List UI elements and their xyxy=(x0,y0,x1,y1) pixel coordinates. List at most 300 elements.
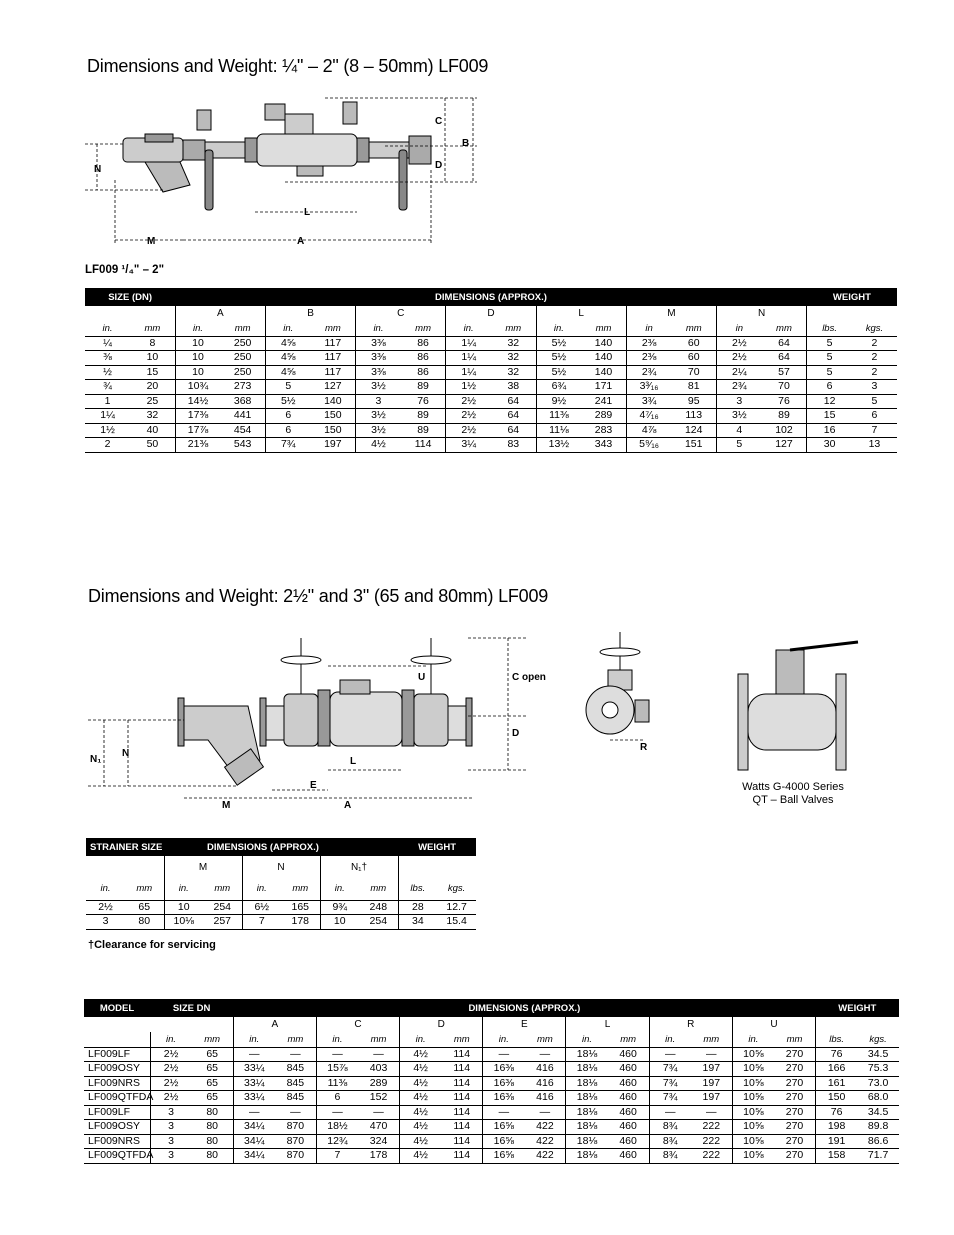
table-cell: 102 xyxy=(762,423,807,438)
table-cell: 80 xyxy=(125,915,164,930)
table-cell: 80 xyxy=(192,1105,234,1120)
table-cell: 441 xyxy=(220,409,265,424)
table-cell: 7¾ xyxy=(649,1091,691,1106)
table-cell: 254 xyxy=(203,900,242,915)
table-cell: 416 xyxy=(524,1091,566,1106)
table-cell: 33¼ xyxy=(233,1076,275,1091)
table-cell: 16⅝ xyxy=(483,1120,525,1135)
table-cell: 73.0 xyxy=(857,1076,899,1091)
table-cell: 3 xyxy=(150,1120,192,1135)
table-cell: 9¾ xyxy=(320,900,359,915)
table-cell: 4½ xyxy=(356,438,401,453)
unit-label: in. xyxy=(320,878,359,900)
table-row xyxy=(85,365,897,380)
dim-label-b: B xyxy=(462,138,470,149)
table-cell: 7 xyxy=(242,915,281,930)
table-cell: 343 xyxy=(581,438,626,453)
section2-title: Dimensions and Weight: 2½" and 3" (65 and 80mm) LF009 xyxy=(88,586,549,606)
table-cell: 3¼ xyxy=(446,438,491,453)
table-row xyxy=(86,900,476,915)
table-cell: 2⅜ xyxy=(626,336,671,351)
unit-label: mm xyxy=(671,321,716,336)
table-cell: 15⅞ xyxy=(316,1062,358,1077)
unit-label: in. xyxy=(85,321,130,336)
table-row xyxy=(84,1149,899,1164)
table-cell: 470 xyxy=(358,1120,400,1135)
table-cell: 3⅜ xyxy=(356,351,401,366)
ball-valve-caption-line-1: Watts G-4000 Series xyxy=(742,781,844,793)
dim-label-m: M xyxy=(147,236,156,247)
table-cell: 191 xyxy=(816,1134,858,1149)
table-cell: 283 xyxy=(581,423,626,438)
table-cell: 80 xyxy=(192,1120,234,1135)
dim-label-r: R xyxy=(640,742,648,753)
table-cell: 10⅝ xyxy=(732,1105,774,1120)
table-cell: LF009NRS xyxy=(84,1076,150,1091)
table-cell: 3½ xyxy=(356,423,401,438)
strainer-body xyxy=(123,134,190,192)
table-cell: 114 xyxy=(441,1134,483,1149)
table-cell: 2½ xyxy=(717,351,762,366)
unit-label: in. xyxy=(175,321,220,336)
table-cell: 114 xyxy=(441,1076,483,1091)
group-label: A xyxy=(175,306,265,321)
table-cell: 416 xyxy=(524,1062,566,1077)
table-cell: 422 xyxy=(524,1149,566,1164)
table-cell: 171 xyxy=(581,380,626,395)
table-cell: 222 xyxy=(691,1149,733,1164)
group-label: D xyxy=(446,306,536,321)
table-cell: 68.0 xyxy=(857,1091,899,1106)
table-cell: 5 xyxy=(807,351,852,366)
table-cell: 273 xyxy=(220,380,265,395)
end-view-drawing xyxy=(580,630,680,770)
header-dimensions: DIMENSIONS (APPROX.) xyxy=(175,288,807,306)
unit-label: mm xyxy=(491,321,536,336)
unit-label: in. xyxy=(483,1032,525,1047)
unit-label: lbs. xyxy=(807,321,852,336)
dim-label-a: A xyxy=(297,236,305,247)
table-cell: 6½ xyxy=(242,900,281,915)
dim-label-e: E xyxy=(310,780,317,791)
table-row xyxy=(85,423,897,438)
table-cell: 178 xyxy=(281,915,320,930)
table-cell: — xyxy=(358,1047,400,1062)
table-cell: 2¼ xyxy=(717,365,762,380)
table-cell: 64 xyxy=(491,423,536,438)
table-cell: 4⅝ xyxy=(265,365,310,380)
table-cell: 10 xyxy=(175,351,220,366)
table-cell: 64 xyxy=(762,351,807,366)
table-cell: 18⅛ xyxy=(566,1120,608,1135)
unit-label: mm xyxy=(401,321,446,336)
table-cell: 2½ xyxy=(446,423,491,438)
table-cell: 16⅝ xyxy=(483,1134,525,1149)
table-cell: 161 xyxy=(816,1076,858,1091)
table-cell: 65 xyxy=(125,900,164,915)
table-cell: 114 xyxy=(441,1062,483,1077)
table-cell: 140 xyxy=(581,365,626,380)
table-cell: LF009OSY xyxy=(84,1120,150,1135)
table-cell: 14½ xyxy=(175,394,220,409)
unit-label: mm xyxy=(774,1032,816,1047)
header-model: MODEL xyxy=(84,999,150,1017)
unit-label: mm xyxy=(125,878,164,900)
table-cell: 2½ xyxy=(150,1062,192,1077)
table-cell: 76 xyxy=(401,394,446,409)
table-cell: — xyxy=(524,1047,566,1062)
table-cell: 6¾ xyxy=(536,380,581,395)
table-cell: 50 xyxy=(130,438,175,453)
table-cell: 257 xyxy=(203,915,242,930)
group-label: C xyxy=(356,306,446,321)
table-cell: 70 xyxy=(671,365,716,380)
table-cell: 4½ xyxy=(400,1062,442,1077)
table-cell: 4 xyxy=(717,423,762,438)
table-cell: 9½ xyxy=(536,394,581,409)
table-cell: 16⅜ xyxy=(483,1062,525,1077)
table-cell: 2 xyxy=(852,336,897,351)
table-cell: 11⅛ xyxy=(536,423,581,438)
table-cell: 20 xyxy=(130,380,175,395)
table-cell: 178 xyxy=(358,1149,400,1164)
table-cell: 114 xyxy=(441,1047,483,1062)
table-cell: 3½ xyxy=(356,380,401,395)
table-cell: 1¼ xyxy=(446,336,491,351)
table-cell: 3 xyxy=(852,380,897,395)
table-cell: 6 xyxy=(807,380,852,395)
table-cell: 7¾ xyxy=(649,1076,691,1091)
table-cell: 2½ xyxy=(86,900,125,915)
table-row xyxy=(84,1134,899,1149)
table-cell: 152 xyxy=(358,1091,400,1106)
table-cell: 4½ xyxy=(400,1076,442,1091)
table-row xyxy=(85,351,897,366)
table-cell: 270 xyxy=(774,1105,816,1120)
unit-label: mm xyxy=(311,321,356,336)
dim-label-d: D xyxy=(512,728,520,739)
table-cell: 64 xyxy=(762,336,807,351)
table-cell: 114 xyxy=(441,1105,483,1120)
table-row xyxy=(84,1062,899,1077)
unit-label: kgs. xyxy=(437,878,476,900)
table-cell: 65 xyxy=(192,1091,234,1106)
lf009-small-dimensions-table xyxy=(85,288,897,453)
group-label: M xyxy=(164,856,242,878)
table-cell: 95 xyxy=(671,394,716,409)
table-cell: 86 xyxy=(401,365,446,380)
table-cell: 33¼ xyxy=(233,1091,275,1106)
table-cell: 197 xyxy=(691,1091,733,1106)
lf009-large-valve-drawing xyxy=(88,630,558,810)
table-cell: LF009LF xyxy=(84,1105,150,1120)
dim-label-m: M xyxy=(222,800,231,810)
table-cell: 32 xyxy=(130,409,175,424)
table-cell: 18⅛ xyxy=(566,1062,608,1077)
table-cell: 150 xyxy=(816,1091,858,1106)
table-cell: 1¼ xyxy=(446,351,491,366)
table-cell: 13 xyxy=(852,438,897,453)
unit-label: mm xyxy=(220,321,265,336)
table-cell: 8¾ xyxy=(649,1120,691,1135)
table-cell: 150 xyxy=(311,409,356,424)
group-label: M xyxy=(626,306,716,321)
table-header-row xyxy=(86,838,476,856)
table-cell: 845 xyxy=(275,1062,317,1077)
table-cell: 7 xyxy=(852,423,897,438)
table-cell: 60 xyxy=(671,351,716,366)
table-cell: 3½ xyxy=(356,409,401,424)
table-cell: 2¾ xyxy=(717,380,762,395)
dim-label-c-open: C open xyxy=(512,672,546,683)
table-cell: 8¾ xyxy=(649,1134,691,1149)
unit-label: in. xyxy=(233,1032,275,1047)
table-cell: 34 xyxy=(398,915,437,930)
table-header-row xyxy=(85,288,897,306)
table-cell: 2½ xyxy=(150,1047,192,1062)
table-cell: 6 xyxy=(265,409,310,424)
table-cell: LF009LF xyxy=(84,1047,150,1062)
table-cell: 222 xyxy=(691,1120,733,1135)
table-cell: 4½ xyxy=(400,1047,442,1062)
header-size-dn: SIZE DN xyxy=(150,999,233,1017)
table-cell: 454 xyxy=(220,423,265,438)
group-label: N xyxy=(717,306,807,321)
table-cell: LF009QTFDA xyxy=(84,1149,150,1164)
table-cell: 5 xyxy=(807,365,852,380)
table-cell: 71.7 xyxy=(857,1149,899,1164)
table-cell: 2½ xyxy=(150,1076,192,1091)
table-cell: — xyxy=(649,1105,691,1120)
unit-label: in. xyxy=(400,1032,442,1047)
table-cell: 114 xyxy=(441,1091,483,1106)
dim-label-n: N xyxy=(94,164,102,175)
unit-label: in. xyxy=(242,878,281,900)
table-cell: 11⅜ xyxy=(536,409,581,424)
lf009-small-valve-drawing xyxy=(85,90,485,260)
table-cell: 270 xyxy=(774,1091,816,1106)
header-size: SIZE (DN) xyxy=(85,288,175,306)
table-group-row xyxy=(85,306,897,321)
table-cell: 222 xyxy=(691,1134,733,1149)
unit-label: in. xyxy=(164,878,203,900)
table-cell: ⅜ xyxy=(85,351,130,366)
table-cell: 241 xyxy=(581,394,626,409)
table-cell: 18⅛ xyxy=(566,1105,608,1120)
table-cell: 117 xyxy=(311,351,356,366)
table-cell: 114 xyxy=(441,1120,483,1135)
table-cell: 76 xyxy=(816,1047,858,1062)
table-cell: 16⅝ xyxy=(483,1149,525,1164)
table-cell: 34¼ xyxy=(233,1134,275,1149)
table-group-row xyxy=(86,856,476,878)
dim-label-a: A xyxy=(344,800,352,810)
unit-label: mm xyxy=(441,1032,483,1047)
unit-label: lbs. xyxy=(398,878,437,900)
dim-label-l: L xyxy=(350,756,357,767)
table-cell: 64 xyxy=(491,394,536,409)
table-cell: 10⅝ xyxy=(732,1091,774,1106)
unit-label: in xyxy=(717,321,762,336)
table-cell: 870 xyxy=(275,1134,317,1149)
unit-label: mm xyxy=(581,321,626,336)
table-cell: 460 xyxy=(608,1091,650,1106)
table-cell: 4½ xyxy=(400,1149,442,1164)
table-cell: 870 xyxy=(275,1120,317,1135)
table-cell: 4½ xyxy=(400,1120,442,1135)
table-cell: 151 xyxy=(671,438,716,453)
table-cell: 250 xyxy=(220,351,265,366)
table-cell: 18⅛ xyxy=(566,1149,608,1164)
table-cell: 270 xyxy=(774,1076,816,1091)
table-cell: 113 xyxy=(671,409,716,424)
header-strainer-size: STRAINER SIZE xyxy=(86,838,203,856)
table-cell: 18½ xyxy=(316,1120,358,1135)
unit-label: in. xyxy=(732,1032,774,1047)
dim-label-l: L xyxy=(304,207,311,218)
table-cell: 114 xyxy=(441,1149,483,1164)
unit-label: mm xyxy=(192,1032,234,1047)
table-cell: 158 xyxy=(816,1149,858,1164)
table-cell: 15 xyxy=(130,365,175,380)
unit-label: lbs. xyxy=(816,1032,858,1047)
table-cell: 33¼ xyxy=(233,1062,275,1077)
units-blank xyxy=(84,1032,150,1047)
table-cell: 89 xyxy=(762,409,807,424)
table-cell: 5 xyxy=(852,394,897,409)
table-cell: 2¾ xyxy=(626,365,671,380)
table-cell: 3⅜ xyxy=(356,365,401,380)
table-cell: 28 xyxy=(398,900,437,915)
table-cell: 1½ xyxy=(85,423,130,438)
table-cell: 15 xyxy=(807,409,852,424)
unit-label: kgs. xyxy=(857,1032,899,1047)
table-cell: 2½ xyxy=(717,336,762,351)
table-cell: 270 xyxy=(774,1134,816,1149)
table-cell: 1¼ xyxy=(85,409,130,424)
table-cell: 65 xyxy=(192,1062,234,1077)
table-cell: 422 xyxy=(524,1134,566,1149)
table-cell: 198 xyxy=(816,1120,858,1135)
table-cell: 250 xyxy=(220,336,265,351)
table-cell: 34¼ xyxy=(233,1120,275,1135)
table-cell: 270 xyxy=(774,1047,816,1062)
table-cell: 76 xyxy=(762,394,807,409)
table-cell: 2½ xyxy=(446,394,491,409)
table-cell: 38 xyxy=(491,380,536,395)
header-weight: WEIGHT xyxy=(398,838,476,856)
table-cell: 89 xyxy=(401,409,446,424)
table-cell: — xyxy=(233,1047,275,1062)
table-cell: 8 xyxy=(130,336,175,351)
table-cell: 15.4 xyxy=(437,915,476,930)
table-cell: 4⁷⁄₁₆ xyxy=(626,409,671,424)
table-cell: 2½ xyxy=(446,409,491,424)
table-cell: 166 xyxy=(816,1062,858,1077)
table-cell: 32 xyxy=(491,336,536,351)
table-cell: 1 xyxy=(85,394,130,409)
unit-label: mm xyxy=(524,1032,566,1047)
table-cell: 10 xyxy=(130,351,175,366)
table-cell: 12.7 xyxy=(437,900,476,915)
table-cell: — xyxy=(483,1105,525,1120)
table-cell: 10 xyxy=(175,336,220,351)
table-cell: — xyxy=(524,1105,566,1120)
strainer-dimensions-table xyxy=(86,838,476,930)
table-cell: 270 xyxy=(774,1149,816,1164)
unit-label: in. xyxy=(446,321,491,336)
table-cell: 254 xyxy=(359,915,398,930)
table-cell: 324 xyxy=(358,1134,400,1149)
table-cell: 3 xyxy=(150,1134,192,1149)
table-cell: 4½ xyxy=(400,1134,442,1149)
header-weight: WEIGHT xyxy=(807,288,897,306)
unit-label: in. xyxy=(150,1032,192,1047)
table-cell: 845 xyxy=(275,1076,317,1091)
table-cell: 165 xyxy=(281,900,320,915)
table-cell: 4⅞ xyxy=(626,423,671,438)
unit-label: in. xyxy=(356,321,401,336)
table-row xyxy=(85,380,897,395)
dim-label-n1: N₁ xyxy=(90,754,102,765)
unit-label: mm xyxy=(359,878,398,900)
table-cell: 197 xyxy=(691,1076,733,1091)
group-label: L xyxy=(536,306,626,321)
table-cell: 13½ xyxy=(536,438,581,453)
table-cell: 3 xyxy=(150,1149,192,1164)
table-cell: 7¾ xyxy=(649,1062,691,1077)
table-cell: 543 xyxy=(220,438,265,453)
table-cell: 3¾ xyxy=(626,394,671,409)
table-cell: 10¾ xyxy=(175,380,220,395)
table-cell: ¼ xyxy=(85,336,130,351)
group-label: N₁† xyxy=(320,856,398,878)
unit-label: kgs. xyxy=(852,321,897,336)
table-cell: 460 xyxy=(608,1105,650,1120)
table-cell: 5 xyxy=(265,380,310,395)
table-cell: 1¼ xyxy=(446,365,491,380)
table-cell: 2 xyxy=(852,351,897,366)
header-weight: WEIGHT xyxy=(816,999,899,1017)
table-cell: 5½ xyxy=(265,394,310,409)
table-cell: 3½ xyxy=(717,409,762,424)
dim-label-c: C xyxy=(435,116,443,127)
table-cell: — xyxy=(275,1047,317,1062)
group-label: B xyxy=(265,306,355,321)
dim-label-d: D xyxy=(435,160,443,171)
group-label: D xyxy=(400,1017,483,1032)
assembly-body xyxy=(178,638,472,785)
table-cell: 5 xyxy=(807,336,852,351)
table-cell: 25 xyxy=(130,394,175,409)
table-cell: 64 xyxy=(491,409,536,424)
table-row xyxy=(84,1047,899,1062)
table-cell: 30 xyxy=(807,438,852,453)
table-header-row xyxy=(84,999,899,1017)
unit-label: mm xyxy=(130,321,175,336)
table-cell: 460 xyxy=(608,1076,650,1091)
table-cell: 114 xyxy=(401,438,446,453)
table-cell: — xyxy=(233,1105,275,1120)
table-cell: 11⅜ xyxy=(316,1076,358,1091)
table-cell: 18⅛ xyxy=(566,1134,608,1149)
table-cell: 34.5 xyxy=(857,1105,899,1120)
table-cell: 10 xyxy=(320,915,359,930)
table-cell: 10⅝ xyxy=(732,1062,774,1077)
table-cell: 270 xyxy=(774,1120,816,1135)
ball-valve-drawing xyxy=(722,634,862,774)
table-units-row xyxy=(86,878,476,900)
